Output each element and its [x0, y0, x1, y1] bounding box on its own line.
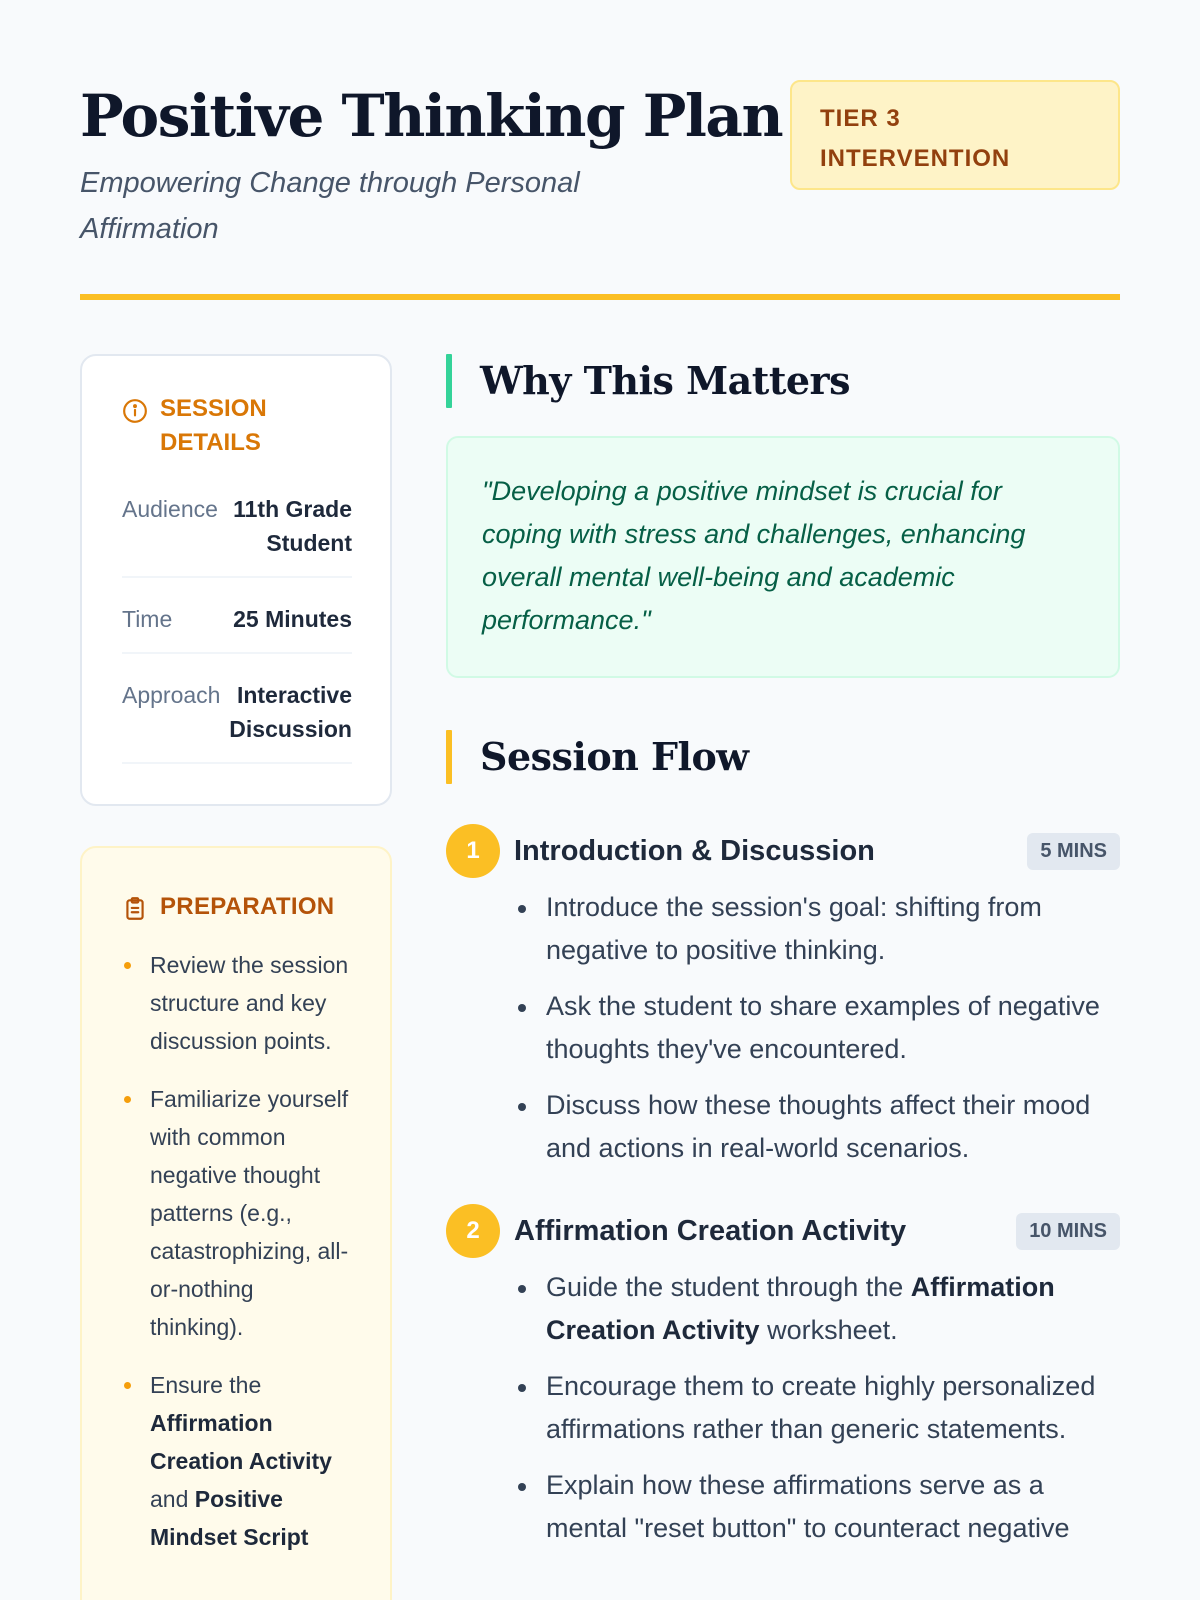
detail-value: 11th Grade Student [233, 496, 352, 556]
detail-key: Approach [122, 682, 221, 708]
list-item [546, 1266, 1120, 1352]
detail-value: 25 Minutes [233, 606, 352, 632]
detail-row-time [122, 592, 352, 654]
list-item: Ask the student to share examples of negative thoughts they've encountered. [546, 985, 1120, 1071]
item-text: and [150, 1486, 195, 1512]
item-bold-text: Positive Mindset Script [150, 1486, 309, 1550]
header [80, 0, 1120, 300]
page-subtitle: Empowering Change through Personal Affirmation [80, 167, 580, 245]
session-details-card [80, 354, 392, 806]
step-number: 2 [446, 1204, 500, 1258]
step-header [446, 824, 1120, 878]
list-item: Introduce the session's goal: shifting from negative to positive thinking. [546, 886, 1120, 972]
step-2 [446, 1204, 1120, 1550]
main-content [446, 354, 1120, 1563]
detail-key: Audience [122, 496, 218, 522]
tier-badge: TIER 3 INTERVENTION [790, 80, 1120, 190]
clipboard-icon [122, 896, 148, 922]
why-quote: "Developing a positive mindset is crucial for coping with stress and challenges, enhancing overall mental well-being and academic performance." [446, 436, 1120, 678]
why-heading [446, 354, 1120, 408]
step-title: Affirmation Creation Activity [514, 1214, 907, 1247]
duration-badge: 10 MINS [1016, 1213, 1120, 1250]
why-heading-text: Why This Matters [480, 358, 850, 403]
item-text: Ensure the [150, 1372, 262, 1398]
step-header [446, 1204, 1120, 1258]
sidebar [80, 354, 392, 1600]
detail-key: Time [122, 606, 173, 632]
detail-value: Interactive Discussion [229, 682, 352, 742]
session-details-header [122, 392, 352, 460]
step-title: Introduction & Discussion [514, 834, 875, 867]
preparation-card [80, 846, 392, 1600]
step-list [446, 1266, 1120, 1550]
preparation-list [122, 946, 352, 1556]
step-list [446, 886, 1120, 1170]
item-text: worksheet. [759, 1315, 898, 1345]
item-bold-text: Affirmation Creation Activity [150, 1410, 332, 1474]
detail-row-approach [122, 668, 352, 764]
step-1 [446, 824, 1120, 1170]
list-item: Familiarize yourself with common negative thought patterns (e.g., catastrophizing, all-or-nothing thinking). [122, 1080, 352, 1346]
list-item: Explain how these affirmations serve as a mental "reset button" to counteract negative [546, 1464, 1120, 1550]
list-item: Discuss how these thoughts affect their mood and actions in real-world scenarios. [546, 1084, 1120, 1170]
header-divider [80, 294, 1120, 300]
list-item [122, 1366, 352, 1556]
duration-badge: 5 MINS [1027, 833, 1120, 870]
session-details-title: SESSION DETAILS [160, 395, 267, 456]
item-bold-text: Affirmation Creation Activity [546, 1272, 1055, 1345]
list-item: Encourage them to create highly personalized affirmations rather than generic statements. [546, 1365, 1120, 1451]
info-circle-icon [122, 398, 148, 424]
flow-heading-text: Session Flow [480, 734, 749, 779]
preparation-header [122, 890, 352, 924]
detail-row-audience [122, 482, 352, 578]
step-number: 1 [446, 824, 500, 878]
list-item: Review the session structure and key discussion points. [122, 946, 352, 1060]
flow-accent-bar [446, 730, 452, 784]
page-title: Positive Thinking Plan [80, 82, 783, 150]
flow-heading [446, 730, 1120, 784]
item-text: Guide the student through the [546, 1272, 911, 1302]
why-accent-bar [446, 354, 452, 408]
preparation-title: PREPARATION [160, 893, 335, 920]
